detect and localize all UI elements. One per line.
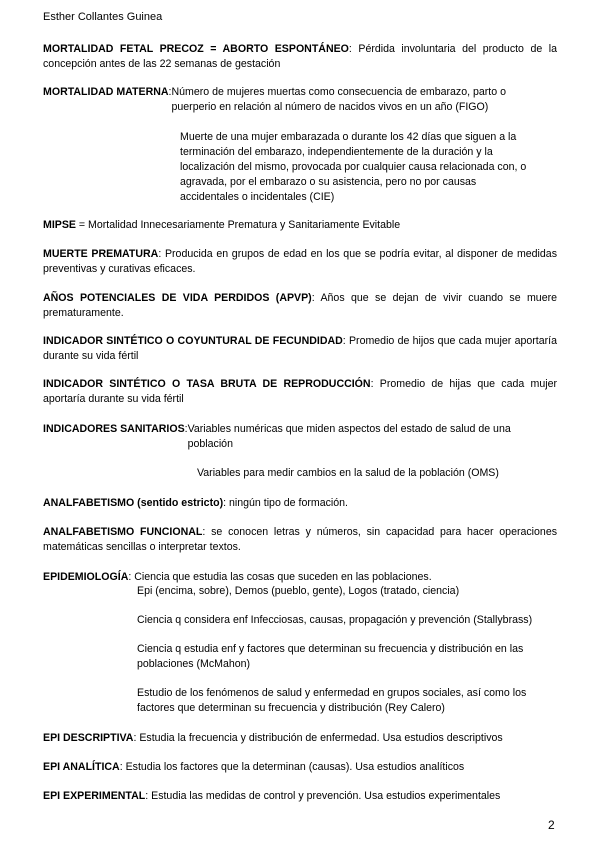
- entry-epi-experimental: [43, 789, 557, 804]
- term: EPI EXPERIMENTAL: [43, 790, 146, 802]
- page-number: 2: [548, 818, 555, 832]
- separator: :: [202, 526, 212, 538]
- definition: Estudia las medidas de control y prevención. Usa estudios experimentales: [151, 790, 501, 802]
- separator: :: [184, 423, 188, 435]
- separator: :: [342, 335, 349, 347]
- term: INDICADOR SINTÉTICO O TASA BRUTA DE REPRODUCCIÓN: [43, 378, 371, 390]
- definition: Pérdida involuntaria del producto de la concepción antes de las 22 semanas de gestación: [43, 43, 557, 70]
- separator: :: [128, 571, 135, 583]
- term: AÑOS POTENCIALES DE VIDA PERDIDOS (APVP): [43, 292, 312, 304]
- separator: :: [311, 292, 321, 304]
- term: ANALFABETISMO (sentido estricto): [43, 497, 224, 509]
- definition-epidemiologia-5: Estudio de los fenómenos de salud y enfermedad en grupos sociales, así como los factores que determinan su frecuencia y distribución (Rey Calero): [137, 687, 527, 714]
- definition: se conocen letras y números, sin capacidad para hacer operaciones matemáticas sencillas o interpretar textos.: [43, 526, 558, 553]
- entry-indicador-reproduccion: [43, 377, 557, 407]
- definition: Promedio de hijas que cada mujer aportaría durante su vida fértil: [43, 378, 558, 405]
- separator: :: [158, 248, 165, 260]
- separator: :: [223, 497, 229, 509]
- page-header-author: Esther Collantes Guinea: [43, 11, 163, 23]
- entry-muerte-prematura: [43, 247, 557, 277]
- entry-mortalidad-materna: [43, 85, 557, 115]
- term: MORTALIDAD FETAL PRECOZ = ABORTO ESPONTÁNEO: [43, 43, 349, 55]
- entry-epi-analitica: [43, 760, 557, 775]
- term: MIPSE: [43, 219, 76, 231]
- definition: Mortalidad Innecesariamente Prematura y Sanitariamente Evitable: [88, 219, 401, 231]
- definition-1: Ciencia que estudia las cosas que suceden en las poblaciones.: [134, 571, 432, 583]
- definition-indicadores-sanitarios-2: Variables para medir cambios en la salud de la población (OMS): [197, 467, 499, 479]
- definition: Producida en grupos de edad en los que se podría evitar, al disponer de medidas preventivas y curativas eficaces.: [43, 248, 557, 275]
- separator: :: [348, 43, 359, 55]
- entry-indicador-fecundidad: [43, 334, 557, 364]
- term: EPIDEMIOLOGÍA: [43, 571, 129, 583]
- separator: :: [133, 732, 140, 744]
- definition: Estudia los factores que la determinan (causas). Usa estudios analíticos: [125, 761, 465, 773]
- term: INDICADOR SINTÉTICO O COYUNTURAL DE FECUNDIDAD: [43, 335, 343, 347]
- definition: Promedio de hijos que cada mujer aportaría durante su vida fértil: [43, 335, 557, 362]
- entry-apvp: [43, 291, 557, 321]
- separator: :: [145, 790, 152, 802]
- entry-epidemiologia: [43, 570, 557, 585]
- term: MORTALIDAD MATERNA: [43, 86, 169, 98]
- definition-epidemiologia-4: Ciencia q estudia enf y factores que determinan su frecuencia y distribución en las poblaciones (McMahon): [137, 643, 524, 670]
- separator: :: [119, 761, 126, 773]
- definition-epidemiologia-3: Ciencia q considera enf Infecciosas, causas, propagación y prevención (Stallybrass): [137, 614, 533, 626]
- term: INDICADORES SANITARIOS: [43, 423, 185, 435]
- definition-1: Número de mujeres muertas como consecuencia de embarazo, parto o puerperio en relación al número de nacidos vivos en un año (FIGO): [171, 86, 506, 113]
- entry-indicadores-sanitarios: [43, 422, 557, 452]
- separator: :: [168, 86, 172, 98]
- entry-analfabetismo-funcional: [43, 525, 557, 555]
- entry-analfabetismo-estricto: [43, 496, 557, 511]
- definition: Estudia la frecuencia y distribución de enfermedad. Usa estudios descriptivos: [139, 732, 503, 744]
- entry-mortalidad-fetal-precoz: [43, 42, 557, 72]
- term: EPI DESCRIPTIVA: [43, 732, 134, 744]
- entry-mipse: [43, 218, 557, 233]
- entry-epi-descriptiva: [43, 731, 557, 746]
- definition: ningún tipo de formación.: [229, 497, 348, 509]
- separator: =: [75, 219, 89, 231]
- term: MUERTE PREMATURA: [43, 248, 159, 260]
- definition-epidemiologia-2: Epi (encima, sobre), Demos (pueblo, gente), Logos (tratado, ciencia): [137, 585, 460, 597]
- definition-1: Variables numéricas que miden aspectos del estado de salud de una población: [187, 423, 511, 450]
- definition-mortalidad-materna-2: Muerte de una mujer embarazada o durante los 42 días que siguen a la terminación del embarazo, independientemente de la duración y la localización del mismo, provocada por cualquier causa relacionada con, o agravada, por el embarazo o su asistencia, pero no por causas accidentales o incidentales (CIE): [180, 131, 527, 203]
- definition: Años que se dejan de vivir cuando se muere prematuramente.: [43, 292, 558, 319]
- term: ANALFABETISMO FUNCIONAL: [43, 526, 203, 538]
- term: EPI ANALÍTICA: [43, 761, 120, 773]
- separator: :: [370, 378, 380, 390]
